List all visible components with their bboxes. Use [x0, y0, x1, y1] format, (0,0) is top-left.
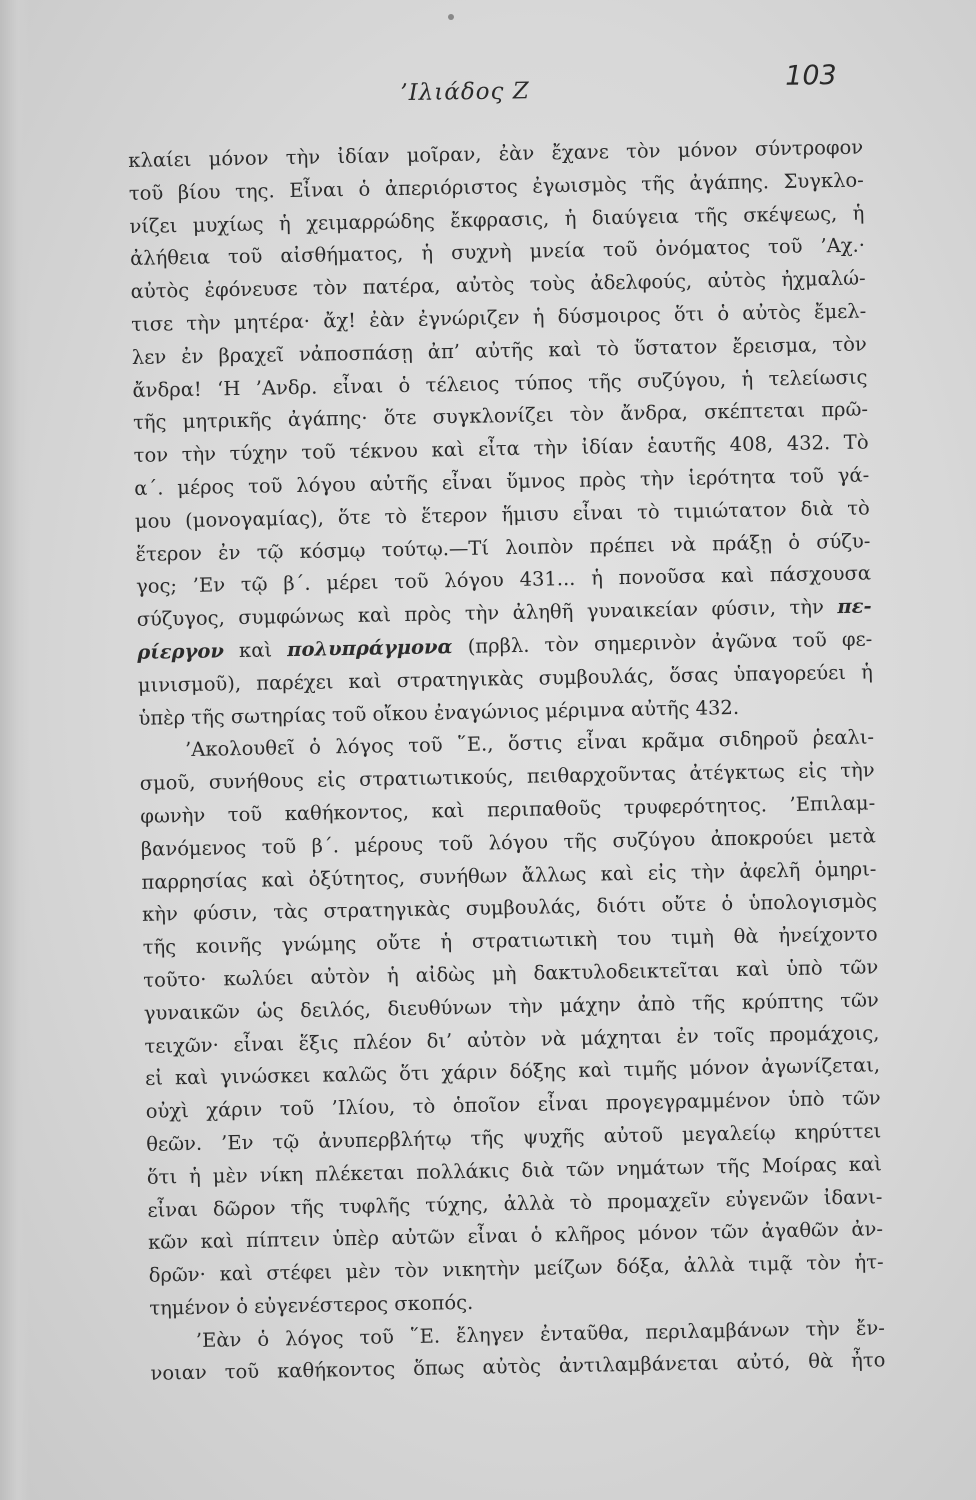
text-line: φωνὴν τοῦ καθήκοντος, καὶ περιπαθοῦς τρυφερότητος. ’Επιλαμ-: [140, 791, 876, 828]
text-line: τῆς κοινῆς γνώμης οὔτε ἡ στρατιωτικὴ του τιμὴ θὰ ἠνείχοντο: [142, 922, 878, 959]
page-edge-shadow: [0, 0, 30, 1500]
running-title: ’Ιλιάδος Ζ: [400, 78, 530, 107]
text-line: γυναικῶν ὡς δειλός, διευθύνων τὴν μάχην ἀπὸ τῆς κρύπτης τῶν: [143, 988, 879, 1025]
text-line: μου (μονογαμίας), ὅτε τὸ ἕτερον ἥμισυ εἶναι τὸ τιμιώτατον διὰ τὸ: [134, 496, 870, 533]
text-line: νίζει μυχίως ἡ χειμαρρώδης ἔκφρασις, ἡ διαύγεια τῆς σκέψεως, ἡ: [129, 201, 865, 238]
text-segment: σύζυγος, συμφώνως καὶ πρὸς τὴν ἀληθῆ γυναικείαν φύσιν, τὴν: [136, 595, 838, 632]
text-line: οὐχὶ χάριν τοῦ ’Ιλίου, τὸ ὁποῖον εἶναι προγεγραμμένον ὑπὸ τῶν: [145, 1086, 881, 1123]
text-line: βανόμενος τοῦ β΄. μέρους τοῦ λόγου τῆς συζύγου ἀποκρούει μετὰ: [140, 824, 876, 861]
text-line: αὐτὸς ἐφόνευσε τὸν πατέρα, αὐτὸς τοὺς ἀδελφούς, αὐτὸς ἠχμαλώ-: [130, 266, 866, 304]
text-line: τισε τὴν μητέρα· ἄχ! ἐὰν ἐγνώριζεν ἡ δύσμοιρος ὅτι ὁ αὐτὸς ἔμελ-: [131, 299, 867, 336]
text-line: ὅτι ἡ μὲν νίκη πλέκεται πολλάκις διὰ τῶν νημάτων τῆς Μοίρας καὶ: [146, 1152, 883, 1189]
text-line: δρῶν· καὶ στέφει μὲν τὸν νικητὴν μείζων δόξα, ἀλλὰ τιμᾷ τὸν ἡτ-: [148, 1250, 884, 1287]
text-line: σμοῦ, συνήθους εἰς στρατιωτικούς, πειθαρχοῦντας ἀτέγκτως εἰς τὴν: [139, 758, 875, 796]
emphasis-word: ρίεργον: [137, 639, 225, 664]
text-line: κῶν καὶ πίπτειν ὑπὲρ αὐτῶν εἶναι ὁ κλῆρος μόνον τῶν ἀγαθῶν ἀν-: [147, 1217, 884, 1255]
body-text: [128, 132, 886, 1392]
text-segment: (πρβλ. τὸν σημερινὸν ἀγῶνα τοῦ φε-: [452, 627, 873, 659]
text-line: ’Εὰν ὁ λόγος τοῦ ῞Ε. ἔληγεν ἐνταῦθα, περιλαμβάνων τὴν ἔν-: [195, 1316, 886, 1352]
text-line: παρρησίας καὶ ὀξύτητος, συνήθων ἄλλως καὶ εἰς τὴν ἀφελῆ ὁμηρι-: [141, 856, 877, 894]
text-line: τοῦ βίου της. Εἶναι ὁ ἀπεριόριστος ἐγωισμὸς τῆς ἀγάπης. Συγκλο-: [128, 168, 864, 205]
text-line: τον τὴν τύχην τοῦ τέκνου καὶ εἶτα τὴν ἰδίαν ἑαυτῆς 408, 432. Τὸ: [133, 430, 869, 468]
text-line: τειχῶν· εἶναι ἕξις πλέον δι’ αὐτὸν νὰ μάχηται ἐν τοῖς προμάχοις,: [144, 1020, 880, 1058]
page-header: [120, 60, 861, 120]
emphasis-word: πε-: [837, 594, 872, 619]
text-line: θεῶν. ’Εν τῷ ἀνυπερβλήτῳ τῆς ψυχῆς αὐτοῦ μεγαλείῳ κηρύττει: [146, 1119, 882, 1156]
text-line: τῆς μητρικῆς ἀγάπης· ὅτε συγκλονίζει τὸν ἄνδρα, σκέπτεται πρῶ-: [132, 397, 869, 435]
text-line: εἰ καὶ γινώσκει καλῶς ὅτι χάριν δόξης καὶ τιμῆς μόνον ἀγωνίζεται,: [144, 1053, 881, 1091]
text-line: εἶναι δῶρον τῆς τυφλῆς τύχης, ἀλλὰ τὸ προμαχεῖν εὐγενῶν ἰδανι-: [147, 1184, 883, 1222]
text-line: ἀλήθεια τοῦ αἰσθήματος, ἡ συχνὴ μνεία τοῦ ὀνόματος τοῦ ’Αχ.·: [129, 233, 866, 271]
text-line: ἄνδρα! ‘Η ’Ανδρ. εἶναι ὁ τέλειος τύπος τῆς συζύγου, ἡ τελείωσις: [132, 365, 868, 402]
text-line: γος; ’Εν τῷ β΄. μέρει τοῦ λόγου 431... ἡ πονοῦσα καὶ πάσχουσα: [135, 561, 872, 599]
text-line: τημένον ὁ εὐγενέστερος σκοπός.: [149, 1290, 474, 1320]
text-line: ὑπὲρ τῆς σωτηρίας τοῦ οἴκου ἐναγώνιος μέριμνα αὐτῆς 432.: [138, 695, 740, 730]
page-number: 103: [784, 59, 837, 92]
text-line: α΄. μέρος τοῦ λόγου αὐτῆς εἶναι ὕμνος πρὸς τὴν ἱερότητα τοῦ γά-: [134, 463, 870, 500]
text-line: τοῦτο· κωλύει αὐτὸν ἡ αἰδὼς μὴ δακτυλοδεικτεῖται καὶ ὑπὸ τῶν: [143, 955, 879, 992]
text-line: ἕτερον ἐν τῷ κόσμῳ τούτῳ.—Τί λοιπὸν πρέπει νὰ πράξῃ ὁ σύζυ-: [135, 529, 871, 566]
text-segment: καὶ: [223, 638, 288, 663]
text-line: νοιαν τοῦ καθήκοντος ὅπως αὐτὸς ἀντιλαμβάνεται αὐτό, θὰ ἦτο: [150, 1348, 886, 1386]
text-line: μινισμοῦ), παρέχει καὶ στρατηγικὰς συμβουλάς, ὅσας ὑπαγορεύει ἡ: [137, 660, 873, 697]
emphasis-word: πολυπράγμονα: [286, 635, 453, 662]
text-line: ’Ακολουθεῖ ὁ λόγος τοῦ ῞Ε., ὅστις εἶναι κρᾶμα σιδηροῦ ῥεαλι-: [184, 725, 875, 762]
ink-speck: [448, 14, 454, 20]
text-line: λεν ἐν βραχεῖ νἀποσπάσῃ ἀπ’ αὐτῆς καὶ τὸ ὕστατον ἔρεισμα, τὸν: [131, 332, 867, 369]
text-line: κὴν φύσιν, τὰς στρατηγικὰς συμβουλάς, διότι οὔτε ὁ ὑπολογισμὸς: [141, 889, 878, 927]
text-line: κλαίει μόνον τὴν ἰδίαν μοῖραν, ἐὰν ἔχανε τὸν μόνον σύντροφον: [128, 135, 864, 172]
